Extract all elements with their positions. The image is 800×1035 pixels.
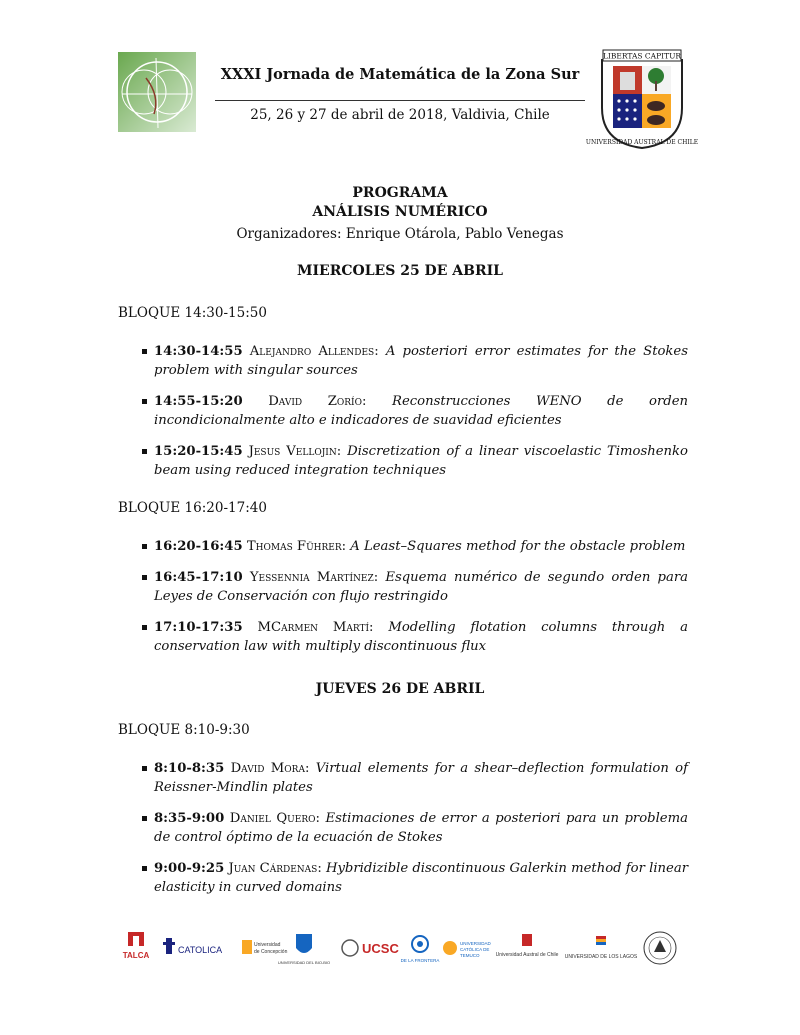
talca-logo (123, 932, 150, 960)
talk-item: 8:35-9:00 Daniel Quero: Estimaciones de error a posteriori para un problema de control óptimo de la ecuación de Stokes (118, 809, 688, 847)
svg-text:de Concepción: de Concepción (254, 949, 288, 955)
frontera-logo (401, 936, 440, 963)
block-label: BLOQUE 8:10-9:30 (118, 722, 250, 738)
jornada-logo (118, 52, 196, 132)
temuco-logo (443, 941, 492, 958)
talk-time: 9:00-9:25 (154, 861, 225, 876)
svg-text:Universidad: Universidad (254, 942, 281, 948)
organizers: Organizadores: Enrique Otárola, Pablo Venegas (236, 226, 564, 242)
sponsor-logos (120, 928, 680, 974)
program-heading: PROGRAMA (352, 185, 448, 201)
talk-title: A posteriori error estimates for the Stokes problem with singular sources (154, 344, 688, 378)
talk-time: 16:20-16:45 (154, 539, 243, 554)
ucsc-text: UCSC (362, 941, 399, 956)
talk-item: 16:20-16:45 Thomas Führer: A Least–Squares method for the obstacle problem (118, 537, 688, 556)
talk-speaker: David Mora (230, 761, 305, 776)
talk-title: Hybridizible discontinuous Galerkin method for linear elasticity in curved domains (154, 861, 689, 895)
talk-title: Discretization of a linear viscoelastic Timoshenko beam using reduced integration techniques (154, 444, 688, 478)
talk-item: 8:10-8:35 David Mora: Virtual elements for a shear–deflection formulation of Reissner-Mindlin plates (118, 759, 688, 797)
day-title: MIERCOLES 25 DE ABRIL (297, 263, 503, 279)
talk-title: Esquema numérico de segundo orden para Leyes de Conservación con flujo restringido (154, 570, 688, 604)
seal-motto: LIBERTAS CAPITUR (602, 51, 682, 61)
uach-seal-logo (585, 48, 699, 151)
talk-item: 14:55-15:20 David Zorío: Reconstrucciones WENO de orden incondicionalmente alto e indicadores de suavidad eficientes (118, 392, 688, 430)
talk-time: 8:10-8:35 (154, 761, 225, 776)
talk-time: 8:35-9:00 (154, 811, 225, 826)
block-label: BLOQUE 16:20-17:40 (118, 500, 267, 516)
talk-list (118, 537, 688, 656)
svg-text:UNIVERSIDAD DE LOS LAGOS: UNIVERSIDAD DE LOS LAGOS (564, 954, 638, 960)
talk-speaker: Yessennia Martínez (249, 570, 374, 585)
talk-time: 15:20-15:45 (154, 444, 243, 459)
talk-item: 15:20-15:45 Jesus Vellojin: Discretization of a linear viscoelastic Timoshenko beam using reduced integration techniques (118, 442, 688, 480)
talk-item: 14:30-14:55 Alejandro Allendes: A posteriori error estimates for the Stokes problem with singular sources (118, 342, 688, 380)
talk-speaker: MCarmen Martí (257, 620, 370, 635)
svg-text:CATÓLICA DE: CATÓLICA DE (460, 947, 490, 952)
svg-text:UNIVERSIDAD DEL BIO-BIO: UNIVERSIDAD DEL BIO-BIO (277, 960, 331, 965)
catolica-maule-logo (163, 938, 222, 955)
talk-speaker: Juan Cárdenas (228, 861, 318, 876)
talk-list (118, 759, 688, 897)
talk-item: 9:00-9:25 Juan Cárdenas: Hybridizible discontinuous Galerkin method for linear elasticity in curved domains (118, 859, 688, 897)
talk-item: 16:45-17:10 Yessennia Martínez: Esquema numérico de segundo orden para Leyes de Conservación con flujo restringido (118, 568, 688, 606)
talk-speaker: Daniel Quero (229, 811, 316, 826)
svg-text:UNIVERSIDAD: UNIVERSIDAD (460, 941, 491, 946)
talk-speaker: Thomas Führer (246, 539, 342, 554)
talk-time: 14:30-14:55 (154, 344, 243, 359)
header-rule (215, 100, 585, 101)
talk-item: 17:10-17:35 MCarmen Martí: Modelling flotation columns through a conservation law with multiply discontinuous flux (118, 618, 688, 656)
magallanes-logo (644, 932, 676, 964)
lagos-logo (565, 936, 638, 960)
event-date: 25, 26 y 27 de abril de 2018, Valdivia, Chile (250, 107, 550, 123)
talk-title: Estimaciones de error a posteriori para un problema de control óptimo de la ecuación de Stokes (154, 811, 688, 845)
svg-text:Universidad Austral de Chile: Universidad Austral de Chile (495, 952, 559, 958)
talca-text: TALCA (122, 951, 150, 960)
svg-text:TEMUCO: TEMUCO (460, 953, 480, 958)
talk-list (118, 342, 688, 480)
talk-speaker: Jesus Vellojin (248, 444, 337, 459)
talk-time: 14:55-15:20 (154, 394, 243, 409)
day-title: JUEVES 26 DE ABRIL (315, 681, 485, 697)
catolica-text: CATOLICA (178, 945, 223, 955)
austral-logo (496, 934, 559, 958)
event-title: XXXI Jornada de Matemática de la Zona Sur (220, 66, 580, 83)
talk-time: 16:45-17:10 (154, 570, 243, 585)
concepcion-logo (242, 940, 288, 955)
talk-title: Modelling flotation columns through a conservation law with multiply discontinuous flux (154, 620, 688, 654)
talk-speaker: Alejandro Allendes (249, 344, 375, 359)
block-label: BLOQUE 14:30-15:50 (118, 305, 267, 321)
talk-title: A Least–Squares method for the obstacle problem (350, 539, 686, 554)
talk-speaker: David Zorío (268, 394, 362, 409)
seal-ring-text: UNIVERSIDAD AUSTRAL DE CHILE (585, 139, 699, 146)
talk-time: 17:10-17:35 (154, 620, 243, 635)
program-area: ANÁLISIS NUMÉRICO (312, 204, 488, 220)
ucsc-logo (342, 940, 399, 956)
talk-title: Virtual elements for a shear–deflection formulation of Reissner-Mindlin plates (154, 761, 688, 795)
talk-title: Reconstrucciones WENO de orden incondicionalmente alto e indicadores de suavidad eficientes (154, 394, 688, 428)
svg-text:DE LA FRONTERA: DE LA FRONTERA (400, 958, 440, 963)
